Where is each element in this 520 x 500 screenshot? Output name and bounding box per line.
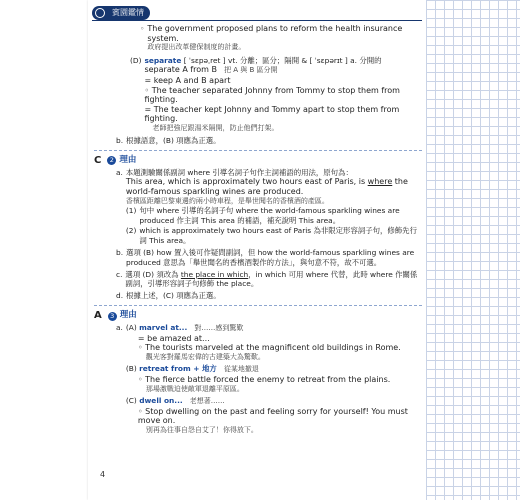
- option-label: (A): [125, 323, 137, 333]
- example-en: ◦ The fierce battle forced the enemy to retreat from the plains.: [137, 375, 391, 384]
- page-number: 4: [100, 470, 106, 479]
- point-label: b.: [116, 248, 124, 258]
- bullet-example: [106, 24, 422, 53]
- point-b: [106, 136, 422, 146]
- question-number-badge: 3: [108, 312, 117, 321]
- vocab-word: separate: [144, 55, 182, 65]
- example-en: ◦ The tourists marveled at the magnificent old buildings in Rome.: [137, 343, 401, 353]
- subpoint-label: (1): [125, 206, 137, 216]
- example-en: The government proposed plans to reform the health insurance system.: [147, 24, 403, 43]
- point-a: [106, 168, 422, 247]
- point-text: 選項 (D) 須改為 the place in which，in which 可用 where 代替，此時 where 作關係副詞，引導形容詞子句修飾 the place。: [125, 269, 418, 289]
- point-text: 根據上述，(C) 項應為正選。: [126, 290, 221, 300]
- vocab-def: [ ˈsɛpəˌret ] vt. 分離；區分；隔開 & [ ˈsɛpərɪt ] a. 分開的: [183, 55, 382, 65]
- section-header-c: [94, 155, 422, 167]
- question-number-badge: 2: [107, 156, 116, 165]
- point-label: a.: [116, 167, 123, 177]
- example-en: = The teacher kept Johnny and Tommy apart to stop them from fighting.: [144, 104, 400, 124]
- vocab-word-zh: 對……感到驚歎: [194, 324, 244, 333]
- example-en: ◦ Stop dwelling on the past and feeling sorry for yourself! You must move on.: [137, 406, 408, 426]
- page-content: [94, 24, 422, 437]
- vocab-word: marvel at...: [139, 323, 188, 333]
- section-title: 理由: [119, 310, 137, 321]
- option-label: (B): [125, 364, 137, 374]
- example-zh: 政府提出改革健保制度的計畫。: [147, 43, 246, 52]
- vocab-equivalent: = keep A and B apart: [144, 75, 231, 85]
- section-divider: [94, 150, 422, 151]
- section-title: 理由: [119, 155, 137, 166]
- vocab-phrase-zh: 把 A 與 B 區分開: [224, 66, 278, 75]
- subpoint-1: [126, 206, 422, 225]
- section-header-a: [94, 310, 422, 322]
- option-label: (C): [125, 396, 137, 406]
- tab-circle-icon: [95, 8, 105, 18]
- tab-label: 賓園鑑情: [112, 8, 144, 17]
- left-margin: [0, 0, 88, 500]
- subpoint-label: (2): [125, 226, 137, 236]
- section-divider: [94, 305, 422, 306]
- example-en: ◦ The teacher separated Johnny from Tommy to stop them from fighting.: [144, 85, 400, 105]
- point-text: 根據語意，(B) 項應為正選。: [126, 135, 221, 145]
- point-label: a.: [116, 323, 123, 333]
- point-label: c.: [116, 269, 123, 279]
- subpoint-text: 句中 where 引導的名詞子句 where the world-famous sparkling wines are produced 作主詞 This area 的補語，補充說明 This area。: [139, 206, 400, 225]
- vocab-word-zh: 老想著……: [189, 397, 225, 406]
- grid-paper-margin: [426, 0, 520, 500]
- vocab-word-zh: 從某地撤退: [223, 365, 259, 374]
- point-b: [106, 248, 422, 267]
- answer-letter: C: [94, 155, 102, 167]
- example-zh: 那場激戰迫使敵軍退離平原區。: [145, 384, 244, 393]
- vocab-word: dwell on...: [139, 396, 183, 406]
- point-c: [106, 270, 422, 289]
- example-zh: 別再為往事自怨自艾了！你得放下。: [145, 425, 258, 434]
- example-zh: 觀光客對羅馬宏偉的古建築大為驚歎。: [145, 352, 265, 361]
- vocab-equivalent: = be amazed at...: [137, 333, 210, 343]
- subpoint-2: [126, 226, 422, 245]
- vocab-phrase: separate A from B: [144, 65, 217, 75]
- option-d: [106, 56, 422, 134]
- point-text: 本題測驗關係副詞 where 引導名詞子句作主詞補語的用法，原句為：: [125, 167, 353, 177]
- bullet-icon: ◦: [140, 24, 145, 33]
- subpoint-text: which is approximately two hours east of Paris 為非限定形容詞子句，修飾先行詞 This area。: [139, 226, 417, 245]
- option-label: (D): [130, 55, 142, 65]
- header-rule: [92, 20, 422, 21]
- example-sentence: This area, which is approximately two hours east of Paris, is where the world-famous sparkling wines are produced.: [125, 177, 408, 196]
- vocab-word: retreat from + 地方: [139, 364, 217, 374]
- example-zh: 香檳區距離巴黎東邊約兩小時車程，是舉世聞名的香檳酒的產區。: [125, 196, 329, 205]
- point-a: [106, 323, 422, 436]
- section-tab: [92, 6, 150, 20]
- example-zh: 老師把強尼跟湯米隔開，防止他們打架。: [152, 123, 279, 132]
- point-d: [106, 291, 422, 301]
- answer-letter: A: [94, 310, 102, 322]
- point-label: d.: [116, 290, 124, 300]
- point-label: b.: [116, 135, 124, 145]
- point-text: 選項 (B) how 置入後可作疑問副詞，但 how the world-famous sparkling wines are produced 意思為「舉世聞名的香檳酒製作的方法」，與句意不符，故不可選。: [126, 248, 415, 268]
